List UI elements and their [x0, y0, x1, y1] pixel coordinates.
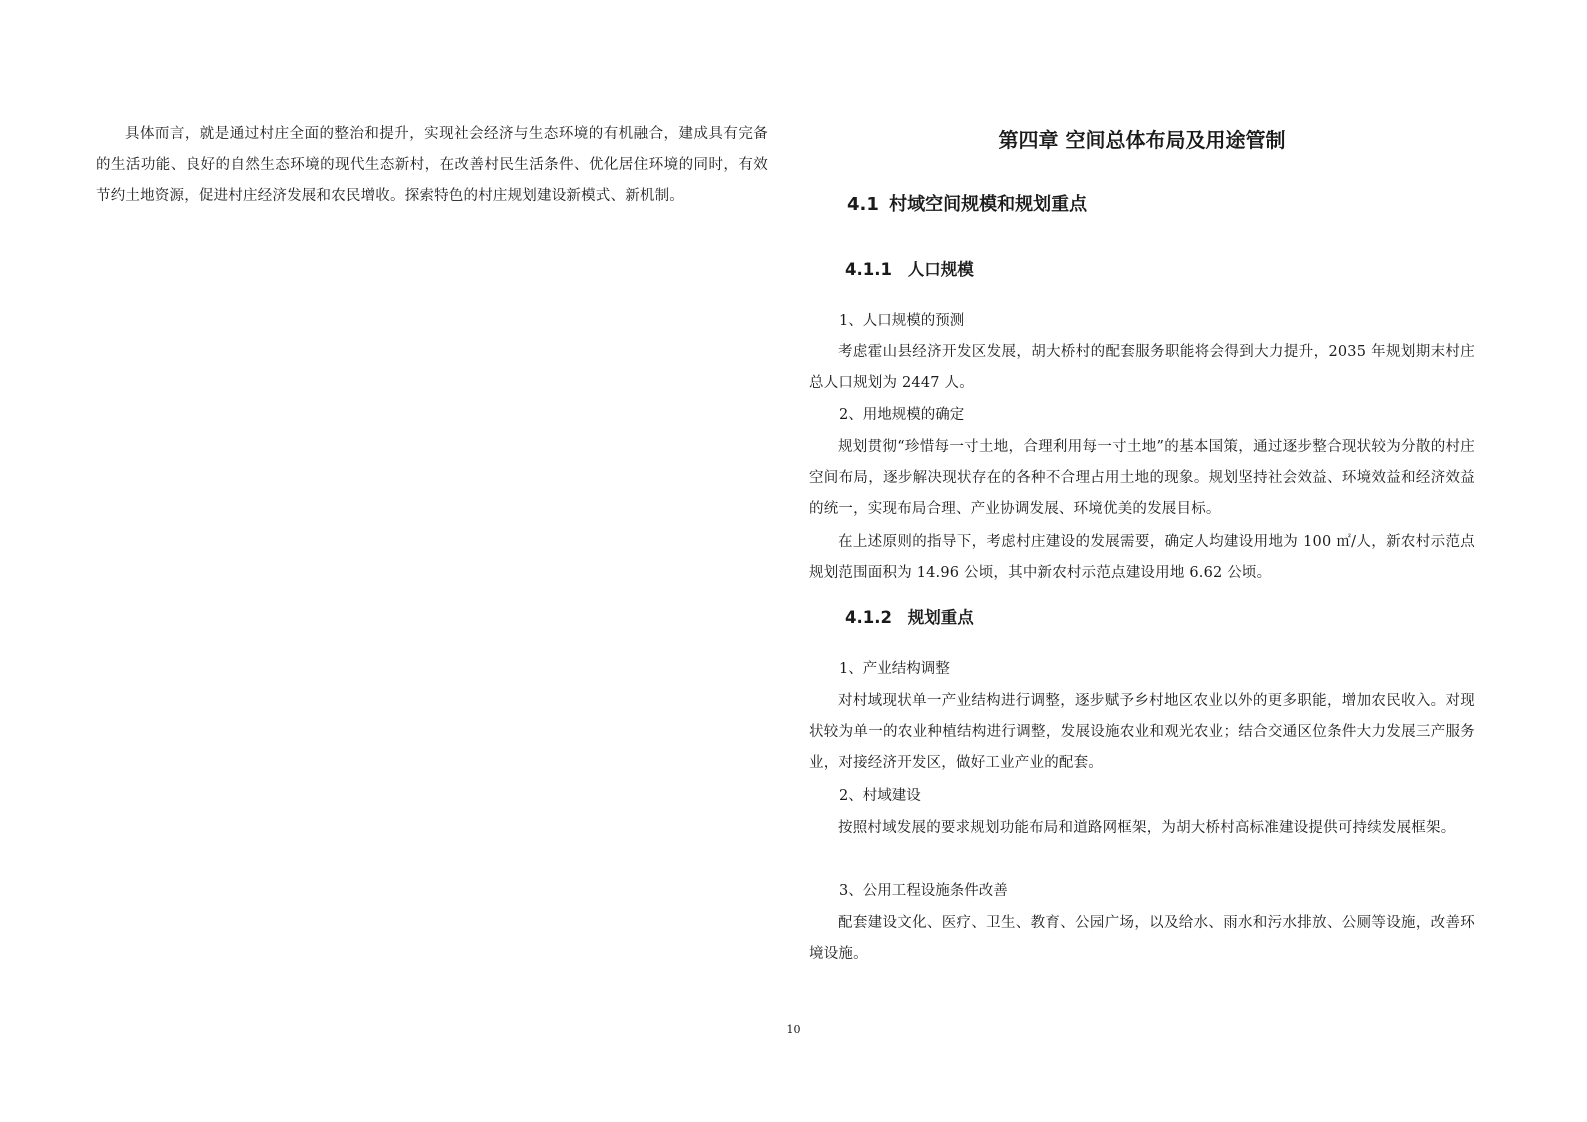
subsection-number: 4.1.2 [845, 608, 892, 627]
paragraph-village-construction: 按照村域发展的要求规划功能布局和道路网框架，为胡大桥村高标准建设提供可持续发展框架。 [838, 820, 1456, 836]
chapter-title: 第四章 空间总体布局及用途管制 [998, 128, 1286, 152]
subsection-title: 人口规模 [907, 260, 974, 279]
left-intro-paragraph: 具体而言，就是通过村庄全面的整治和提升，实现社会经济与生态环境的有机融合，建成具有完备的生活功能、良好的自然生态环境的现代生态新村，在改善村民生活条件、优化居住环境的同时，有效节约土地资源，促进村庄经济发展和农民增收。探索特色的村庄规划建设新模式、新机制。 [96, 126, 768, 204]
paragraph-population: 考虑霍山县经济开发区发展，胡大桥村的配套服务职能将会得到大力提升，2035 年规划期末村庄总人口规划为 2447 人。 [809, 344, 1475, 391]
paragraph-land-standard: 在上述原则的指导下，考虑村庄建设的发展需要，确定人均建设用地为 100 ㎡/人，新农村示范点规划范围面积为 14.96 公顷，其中新农村示范点建设用地 6.62 公顷。 [809, 534, 1475, 581]
section-title: 村域空间规模和规划重点 [889, 194, 1088, 215]
list-item-public-facilities: 3、公用工程设施条件改善 [839, 883, 1008, 899]
paragraph-industry: 对村域现状单一产业结构进行调整，逐步赋予乡村地区农业以外的更多职能，增加农民收入。对现状较为单一的农业种植结构进行调整，发展设施农业和观光农业；结合交通区位条件大力发展三产服务业，对接经济开发区，做好工业产业的配套。 [809, 693, 1475, 771]
subsection-title: 规划重点 [907, 608, 974, 627]
list-item-village-construction: 2、村域建设 [839, 788, 921, 804]
paragraph-land-policy: 规划贯彻“珍惜每一寸土地，合理利用每一寸土地”的基本国策，通过逐步整合现状较为分散的村庄空间布局，逐步解决现状存在的各种不合理占用土地的现象。规划坚持社会效益、环境效益和经济效益的统一，实现布局合理、产业协调发展、环境优美的发展目标。 [809, 439, 1475, 517]
page-number: 10 [786, 1023, 801, 1036]
list-item-land-scale: 2、用地规模的确定 [839, 407, 965, 423]
subsection-number: 4.1.1 [845, 260, 892, 279]
list-item-population-forecast: 1、人口规模的预测 [839, 313, 965, 329]
subsection-heading-4-1-1 [845, 256, 974, 284]
list-item-industry-adjustment: 1、产业结构调整 [839, 661, 950, 677]
paragraph-public-facilities: 配套建设文化、医疗、卫生、教育、公园广场，以及给水、雨水和污水排放、公厕等设施，改善环境设施。 [809, 915, 1475, 962]
subsection-heading-4-1-2 [845, 604, 974, 632]
section-number: 4.1 [847, 194, 879, 215]
section-heading-4-1 [847, 190, 1087, 220]
